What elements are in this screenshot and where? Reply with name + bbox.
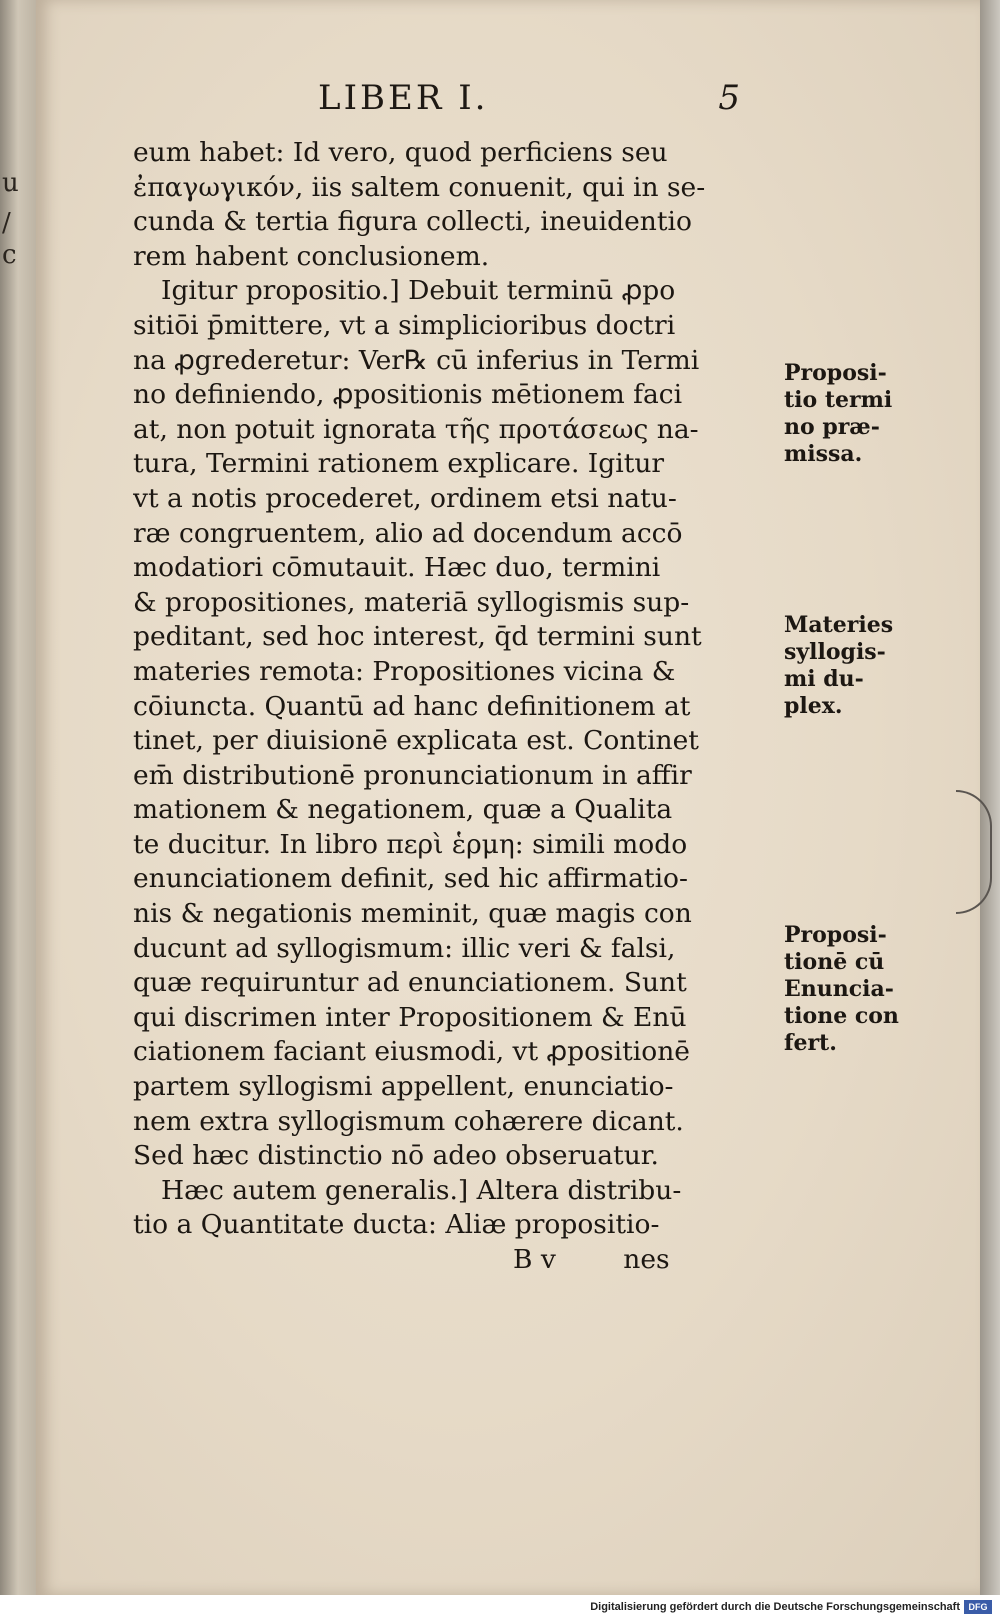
margin-note bbox=[784, 612, 924, 720]
margin-note bbox=[784, 360, 924, 468]
text-line: eum habet: Id vero, quod perficiens seu bbox=[133, 137, 668, 168]
text-line: no definiendo, ꝓpositionis mētionem faci bbox=[133, 379, 683, 411]
text-line: qui discrimen inter Propositionem & Enū bbox=[133, 1001, 687, 1033]
text-line: sitiōi p̄mittere, vt a simplicioribus doctri bbox=[133, 309, 676, 341]
margin-note-line: Enuncia- bbox=[784, 976, 894, 1002]
margin-note-line: missa. bbox=[784, 441, 863, 467]
margin-note-line: Materies bbox=[784, 612, 894, 638]
text-line: rem habent conclusionem. bbox=[133, 240, 490, 272]
text-line: tinet, per diuisionē explicata est. Continet bbox=[133, 725, 699, 757]
text-line: ducunt ad syllogismum: illic veri & falsi, bbox=[133, 932, 676, 964]
edge-letter: c bbox=[2, 240, 17, 270]
text-line: peditant, sed hoc interest, q̄d termini sunt bbox=[133, 621, 702, 653]
margin-note-line: syllogis- bbox=[784, 639, 886, 665]
text-line: na ꝓgrederetur: Ver℞ cū inferius in Termi bbox=[133, 344, 700, 376]
text-line: te ducitur. In libro περὶ ἑρμη: simili modo bbox=[133, 828, 688, 860]
text-line: cunda & tertia figura collecti, ineuidentio bbox=[133, 206, 692, 238]
page-header bbox=[300, 78, 740, 122]
text-line: ræ congruentem, alio ad docendum accō bbox=[133, 517, 683, 549]
margin-note-line: tione con bbox=[784, 1003, 899, 1029]
footer-credit: Digitalisierung gefördert durch die Deutsche Forschungsgemeinschaft bbox=[590, 1601, 960, 1613]
footer-bar bbox=[0, 1595, 1000, 1623]
text-line: nem extra syllogismum cohærere dicant. bbox=[133, 1105, 684, 1137]
dfg-logo-icon: DFG bbox=[964, 1600, 992, 1614]
page-right-edge bbox=[980, 0, 1000, 1595]
text-line: Igitur propositio.] Debuit terminū ꝓpo bbox=[161, 275, 676, 307]
text-line: em̄ distributionē pronunciationum in affir bbox=[133, 759, 692, 791]
text-line: Sed hæc distinctio nō adeo obseruatur. bbox=[133, 1140, 659, 1172]
running-head: LIBER I. bbox=[318, 78, 489, 118]
text-line: enunciationem definit, sed hic affirmatio- bbox=[133, 863, 688, 895]
text-line: cōiuncta. Quantū ad hanc definitionem at bbox=[133, 690, 691, 722]
text-line: tio a Quantitate ducta: Aliæ propositio- bbox=[133, 1209, 660, 1241]
body-text bbox=[133, 136, 773, 1278]
text-line: ciationem faciant eiusmodi, vt ꝓpositionē bbox=[133, 1036, 690, 1068]
clip-mark bbox=[956, 790, 992, 914]
margin-note-line: tio termi bbox=[784, 387, 893, 413]
text-line: mationem & negationem, quæ a Qualita bbox=[133, 794, 673, 826]
margin-note-line: mi du- bbox=[784, 666, 864, 692]
text-line: nis & negationis meminit, quæ magis con bbox=[133, 898, 692, 930]
text-line: Hæc autem generalis.] Altera distribu- bbox=[161, 1174, 682, 1206]
margin-note-line: fert. bbox=[784, 1030, 837, 1056]
text-line: at, non potuit ignorata τῆς προτάσεως na- bbox=[133, 413, 699, 445]
left-page-edge bbox=[0, 0, 36, 1595]
text-line: vt a notis procederet, ordinem etsi natu- bbox=[133, 482, 677, 514]
margin-note bbox=[784, 922, 924, 1057]
margin-note-line: plex. bbox=[784, 693, 843, 719]
text-line: modatiori cōmutauit. Hæc duo, termini bbox=[133, 552, 661, 584]
edge-letter: / bbox=[2, 208, 11, 238]
page-number: 5 bbox=[718, 78, 740, 118]
catchword-line: B v nes bbox=[513, 1244, 670, 1275]
text-line: partem syllogismi appellent, enunciatio- bbox=[133, 1071, 674, 1103]
text-line: tura, Termini rationem explicare. Igitur bbox=[133, 448, 665, 480]
margin-note-line: no præ- bbox=[784, 414, 880, 440]
text-line: & propositiones, materiā syllogismis sup- bbox=[133, 586, 690, 618]
edge-letter: u bbox=[2, 168, 19, 198]
margin-note-line: tionē cū bbox=[784, 949, 885, 975]
text-line: quæ requiruntur ad enunciationem. Sunt bbox=[133, 967, 687, 999]
text-line: ἐπαγωγικόν, iis saltem conuenit, qui in se- bbox=[133, 171, 706, 203]
margin-note-line: Proposi- bbox=[784, 922, 887, 948]
margin-note-line: Proposi- bbox=[784, 360, 887, 386]
text-line: materies remota: Propositiones vicina & bbox=[133, 655, 676, 687]
